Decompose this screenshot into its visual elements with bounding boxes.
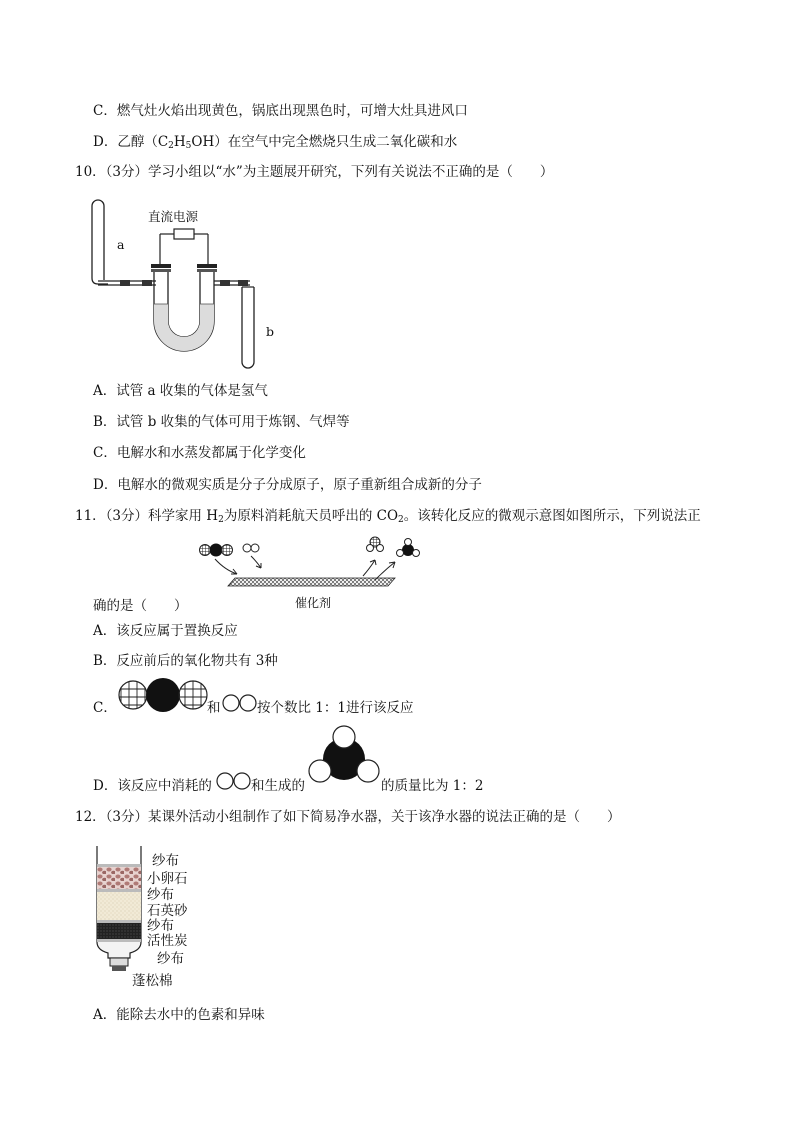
q9-option-c: C．燃气灶火焰出现黄色，锅底出现黑色时，可增大灶具进风口 [93, 103, 468, 119]
layer-label-5: 纱布 [147, 918, 174, 934]
q9-option-d: D．乙醇$(C_2H_5OH)$在空气中完全燃烧只生成二氧化碳和水 [93, 134, 458, 151]
co2-molecule-icon [117, 677, 209, 713]
tube-b-label: b [266, 324, 275, 339]
h2-molecule-icon [222, 693, 258, 713]
q11-option-b: B．反应前后的氧化物共有 3种 [93, 653, 278, 669]
catalyst-label: 催化剂 [295, 596, 332, 610]
q11-option-d-suffix: 的质量比为 1：2 [381, 778, 484, 794]
layer-label-4: 石英砂 [147, 903, 188, 919]
q10-option-b: B．试管 b 收集的气体可用于炼钢、气焊等 [93, 414, 350, 430]
layer-label-6: 活性炭 [147, 933, 188, 949]
q11-option-d-prefix: D．该反应中消耗的 [93, 778, 212, 794]
layer-label-7: 纱布 [157, 951, 184, 967]
q11-stem: 11．（3分）科学家用 $H_2$为原料消耗航天员呼出的 $CO_2$。该转化反应的微观示意图如图所示，下列说法正 [75, 508, 701, 525]
layer-label-8: 蓬松棉 [132, 973, 173, 989]
tube-a-label: a [117, 237, 125, 252]
q11-option-c-prefix: C． [93, 700, 117, 716]
layer-label-2: 小卵石 [147, 871, 188, 887]
q11-option-c-mid: 和 [207, 700, 221, 716]
q10-stem: 10．（3分）学习小组以“水”为主题展开研究，下列有关说法不正确的是（ ） [75, 164, 554, 180]
power-supply-label: 直流电源 [148, 209, 199, 224]
q11-option-a: A．该反应属于置换反应 [93, 623, 238, 639]
q10-option-c: C．电解水和水蒸发都属于化学变化 [93, 445, 306, 461]
q11-stem-continued: 确的是（ ） [93, 598, 188, 614]
q12-option-a: A．能除去水中的色素和异味 [93, 1007, 265, 1023]
q12-stem: 12．（3分）某课外活动小组制作了如下简易净水器，关于该净水器的说法正确的是（ ） [75, 809, 621, 825]
catalyst-reaction-diagram [195, 532, 425, 590]
h2-molecule-icon-d [216, 771, 252, 791]
q10-option-a: A．试管 a 收集的气体是氢气 [93, 383, 268, 399]
layer-label-1: 纱布 [152, 853, 179, 869]
ch4-molecule-icon [306, 725, 382, 787]
q10-option-d: D．电解水的微观实质是分子分成原子，原子重新组合成新的分子 [93, 477, 482, 493]
layer-label-3: 纱布 [147, 887, 174, 903]
q11-option-c-suffix: 按个数比 1：1进行该反应 [257, 700, 414, 716]
q11-option-d-mid: 和生成的 [251, 778, 305, 794]
